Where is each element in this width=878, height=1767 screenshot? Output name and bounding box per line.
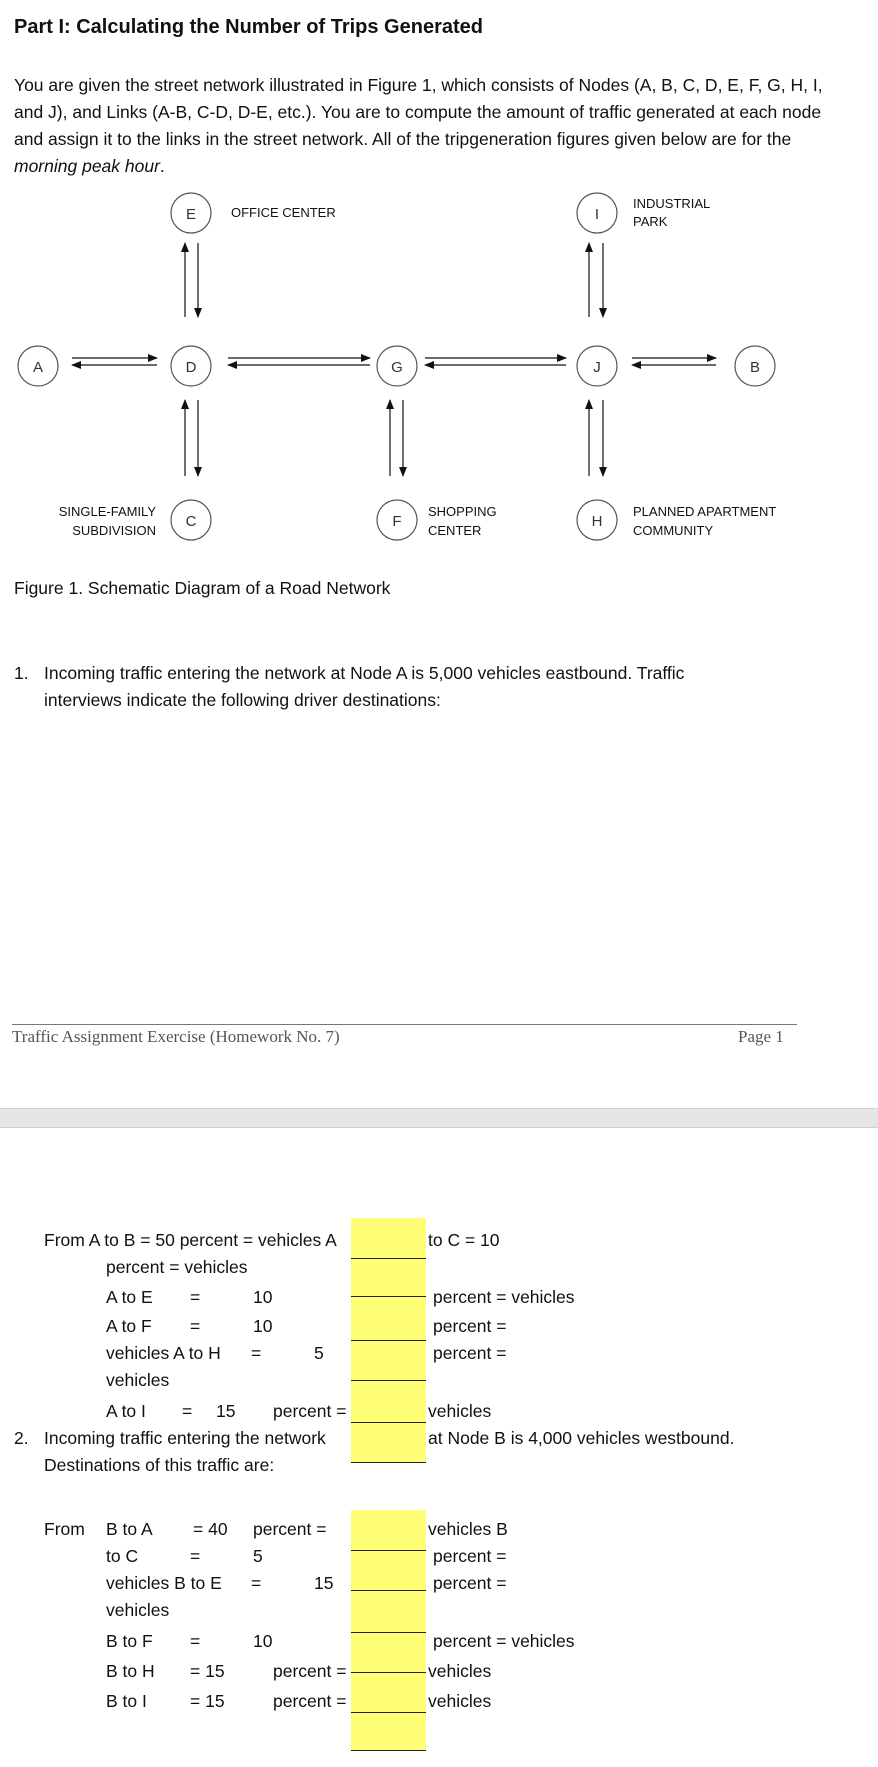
b-to-i-label: B to I [106,1691,147,1711]
answer-blank[interactable] [351,1340,426,1341]
b-to-h-label: B to H [106,1661,155,1681]
a-to-e-value: 10 [253,1287,273,1307]
b-to-i-percent: percent = [273,1691,347,1711]
node-h [577,500,617,540]
node-a [18,346,58,386]
node-c [171,500,211,540]
page-number: Page 1 [738,1027,784,1046]
svg-text:J: J [593,359,601,376]
b-to-h-unit: vehicles [428,1661,492,1681]
node-g [377,346,417,386]
a-to-f-unit: percent = [433,1316,507,1336]
label-single-family-2: SUBDIVISION [72,523,156,538]
label-apartment-2: COMMUNITY [633,523,714,538]
svg-text:D: D [185,359,197,376]
intro-text: You are given the street network illustrated in Figure 1, which consists of Nodes (A, B, C, D, E, F, G, H, I, and J), and Links (A-B, C-D, D-E, etc.). You are to compute the amount of traffic generated at each node and assign it to the links in the street network. All of the tripgeneration figures given below are for the [14,75,823,149]
node-f [377,500,417,540]
link-a-d [72,358,157,365]
to-c-text: to C = 10 [428,1230,500,1250]
link-d-g [228,358,370,365]
answer-blank[interactable] [351,1632,426,1633]
b-to-c-unit: percent = [433,1546,507,1566]
svg-text:F: F [392,513,402,530]
footer-left: Traffic Assignment Exercise (Homework No. 7) [12,1027,340,1046]
link-g-j [425,358,566,365]
b-to-f-unit: percent = vehicles [433,1631,575,1651]
a-to-i-percent: percent = [273,1401,347,1421]
a-to-h-unit: percent = [433,1343,507,1363]
svg-text:E: E [185,206,197,223]
a-to-f-label: A to F [106,1316,152,1336]
footer-rule [12,1024,797,1025]
answer-blank[interactable] [351,1258,426,1259]
link-c-d [185,400,198,476]
svg-text:G: G [391,359,403,376]
a-to-i-value: 15 [216,1401,236,1421]
link-j-b [632,358,716,365]
a-to-i-label: A to I [106,1401,146,1421]
b-to-e-unit: percent = [433,1573,507,1593]
link-h-j [589,400,603,476]
b-to-c-eq: = [190,1546,201,1566]
label-industrial-1: INDUSTRIAL [633,196,711,211]
question2-number: 2. [14,1428,29,1448]
b-to-e-label: vehicles B to E [106,1573,222,1593]
vehicles-text: vehicles [106,1370,170,1390]
svg-text:A: A [32,359,44,376]
label-industrial-2: PARK [633,214,668,229]
question1-line2: interviews indicate the following driver destinations: [44,690,441,710]
question1-line1: Incoming traffic entering the network at Node A is 5,000 vehicles eastbound. Traffic [44,663,685,683]
answer-column-2 [351,1510,426,1750]
answer-blank[interactable] [351,1712,426,1713]
question1-number: 1. [14,663,29,683]
percent-vehicles-text: percent = vehicles [106,1257,248,1277]
b-to-i-unit: vehicles [428,1691,492,1711]
a-to-e-eq: = [190,1287,201,1307]
figure-caption: Figure 1. Schematic Diagram of a Road Network [14,578,391,598]
b-to-a-value: = 40 [193,1519,228,1539]
answer-blank[interactable] [351,1462,426,1463]
b-to-e-eq: = [251,1573,262,1593]
question2-part2: at Node B is 4,000 vehicles westbound. [428,1428,735,1448]
b-to-h-percent: percent = [273,1661,347,1681]
b-to-c-label: to C [106,1546,139,1566]
link-d-e [185,243,198,317]
b-to-a-unit: vehicles B [428,1519,508,1539]
from-a-to-b-text: From A to B = 50 percent = vehicles A [44,1230,337,1250]
node-j [577,346,617,386]
vehicles-text-2: vehicles [106,1600,170,1620]
a-to-h-eq: = [251,1343,262,1363]
label-apartment-1: PLANNED APARTMENT [633,504,777,519]
a-to-e-unit: percent = vehicles [433,1287,575,1307]
svg-text:C: C [185,513,197,530]
b-to-f-value: 10 [253,1631,273,1651]
b-to-f-eq: = [190,1631,201,1651]
intro-emphasis: morning peak hour [14,156,160,176]
intro-end: . [159,156,165,176]
answer-blank[interactable] [351,1550,426,1551]
answer-blank[interactable] [351,1672,426,1673]
svg-text:B: B [749,359,761,376]
answer-blank[interactable] [351,1296,426,1297]
link-f-g [390,400,403,476]
page-title: Part I: Calculating the Number of Trips Generated [14,16,483,38]
b-to-e-value: 15 [314,1573,334,1593]
label-shopping-2: CENTER [428,523,482,538]
svg-text:H: H [591,513,603,530]
answer-blank[interactable] [351,1590,426,1591]
b-to-h-value: = 15 [190,1661,225,1681]
svg-text:I: I [594,206,600,223]
node-i [577,193,617,233]
b-to-a-label: B to A [106,1519,153,1539]
question2-line2: Destinations of this traffic are: [44,1455,275,1475]
answer-blank[interactable] [351,1422,426,1423]
b-to-i-value: = 15 [190,1691,225,1711]
node-d [171,346,211,386]
a-to-h-label: vehicles A to H [106,1343,221,1363]
question2-part1: Incoming traffic entering the network [44,1428,326,1448]
a-to-i-eq: = [182,1401,193,1421]
page-break [0,1108,878,1128]
a-to-h-value: 5 [314,1343,324,1363]
a-to-i-unit: vehicles [428,1401,492,1421]
a-to-e-label: A to E [106,1287,153,1307]
b-to-f-label: B to F [106,1631,153,1651]
node-b [735,346,775,386]
label-single-family-1: SINGLE-FAMILY [58,504,156,519]
from-label: From [44,1519,85,1539]
b-to-c-value: 5 [253,1546,263,1566]
intro-paragraph [14,72,844,180]
answer-blank[interactable] [351,1750,426,1751]
label-office-center: OFFICE CENTER [231,205,336,220]
answer-blank[interactable] [351,1380,426,1381]
a-to-f-eq: = [190,1316,201,1336]
link-j-i [589,243,603,317]
label-shopping-1: SHOPPING [428,504,497,519]
node-e [171,193,211,233]
b-to-a-percent: percent = [253,1519,327,1539]
a-to-f-value: 10 [253,1316,273,1336]
